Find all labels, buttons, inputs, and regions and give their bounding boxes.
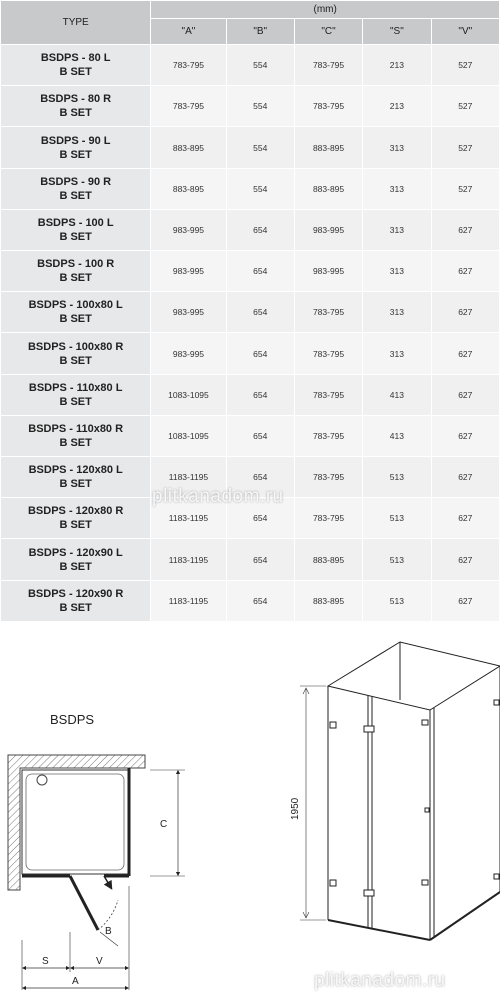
value-cell-s: 313 [363,292,431,333]
table-row [1,539,500,580]
value-cell-a: 983-995 [151,209,226,250]
dim-s-label: S [42,956,49,967]
column-header-a: "A" [151,19,226,45]
value-cell-b: 654 [226,539,294,580]
value-cell-s: 513 [363,580,431,621]
table-row [1,127,500,168]
type-cell [1,457,151,498]
value-cell-a: 983-995 [151,292,226,333]
type-name: BSDPS - 120x90 R [27,587,124,600]
type-cell [1,86,151,127]
door-panel [70,876,98,930]
value-cell-s: 213 [363,86,431,127]
type-header: TYPE [1,1,151,45]
type-name: BSDPS - 120x80 R [27,505,124,518]
value-cell-v: 527 [431,86,499,127]
isometric-drawing [270,630,500,950]
column-header-b: "B" [226,19,294,45]
value-cell-b: 554 [226,45,294,86]
value-cell-s: 413 [363,415,431,456]
value-cell-s: 513 [363,539,431,580]
type-set: B SET [59,436,92,449]
value-cell-a: 1083-1095 [151,415,226,456]
unit-header: (mm) [151,1,500,19]
type-set: B SET [59,272,92,285]
column-header-v: "V" [431,19,499,45]
value-cell-a: 983-995 [151,251,226,292]
value-cell-c: 783-795 [294,45,362,86]
table-body [1,45,500,622]
value-cell-c: 983-995 [294,251,362,292]
value-cell-c: 783-795 [294,457,362,498]
type-name: BSDPS - 110x80 L [28,381,123,394]
value-cell-a: 1083-1095 [151,374,226,415]
dim-b-label: B [105,926,112,937]
value-cell-c: 783-795 [294,292,362,333]
value-cell-c: 783-795 [294,374,362,415]
table-row [1,45,500,86]
type-name: BSDPS - 100 L [37,216,114,229]
type-name: BSDPS - 90 L [40,134,111,147]
type-cell [1,292,151,333]
value-cell-b: 554 [226,86,294,127]
plan-view-drawing [0,700,200,998]
table-row [1,86,500,127]
type-set: B SET [59,354,92,367]
table-row [1,292,500,333]
type-name: BSDPS - 80 L [40,52,111,65]
table-row [1,374,500,415]
value-cell-b: 654 [226,580,294,621]
value-cell-v: 527 [431,45,499,86]
value-cell-a: 783-795 [151,45,226,86]
type-name: BSDPS - 110x80 R [28,422,124,435]
table-row [1,580,500,621]
value-cell-s: 313 [363,127,431,168]
value-cell-c: 883-895 [294,539,362,580]
type-name: BSDPS - 120x80 L [28,464,123,477]
value-cell-v: 627 [431,539,499,580]
type-set: B SET [59,560,92,573]
type-set: B SET [59,601,92,614]
value-cell-s: 313 [363,209,431,250]
value-cell-c: 983-995 [294,209,362,250]
type-cell [1,209,151,250]
value-cell-a: 1183-1195 [151,498,226,539]
value-cell-c: 883-895 [294,168,362,209]
value-cell-v: 627 [431,251,499,292]
type-cell [1,374,151,415]
type-cell [1,580,151,621]
value-cell-a: 983-995 [151,333,226,374]
value-cell-c: 883-895 [294,127,362,168]
height-dimension-label: 1950 [290,797,301,820]
type-name: BSDPS - 90 R [40,175,112,188]
value-cell-b: 554 [226,168,294,209]
value-cell-v: 627 [431,333,499,374]
value-cell-v: 627 [431,292,499,333]
value-cell-a: 883-895 [151,127,226,168]
value-cell-s: 313 [363,333,431,374]
column-header-s: "S" [363,19,431,45]
table-row [1,415,500,456]
shower-tray [22,770,128,874]
type-name: BSDPS - 100x80 L [28,299,123,312]
value-cell-b: 654 [226,292,294,333]
type-cell [1,168,151,209]
type-name: BSDPS - 100 R [37,258,115,271]
value-cell-b: 654 [226,374,294,415]
dim-v-label: V [96,956,103,967]
type-set: B SET [59,230,92,243]
watermark: plitkanadom.ru [152,486,284,507]
value-cell-v: 627 [431,580,499,621]
type-set: B SET [59,148,92,161]
type-set: B SET [59,66,92,79]
value-cell-b: 654 [226,498,294,539]
type-cell [1,251,151,292]
value-cell-s: 213 [363,45,431,86]
value-cell-c: 783-795 [294,498,362,539]
table-row [1,333,500,374]
value-cell-v: 627 [431,415,499,456]
watermark-bottom: plitkanadom.ru [314,970,446,991]
type-name: BSDPS - 120x90 L [28,546,123,559]
type-set: B SET [59,107,92,120]
column-header-c: "C" [294,19,362,45]
table-row [1,168,500,209]
plan-model-label: BSDPS [50,712,95,727]
value-cell-c: 783-795 [294,333,362,374]
value-cell-c: 883-895 [294,580,362,621]
type-cell [1,415,151,456]
type-cell [1,45,151,86]
value-cell-v: 627 [431,498,499,539]
value-cell-b: 654 [226,415,294,456]
value-cell-c: 783-795 [294,86,362,127]
type-name: BSDPS - 100x80 R [27,340,124,353]
value-cell-v: 627 [431,457,499,498]
value-cell-s: 513 [363,457,431,498]
value-cell-v: 527 [431,168,499,209]
type-set: B SET [59,519,92,532]
type-cell [1,498,151,539]
type-set: B SET [59,189,92,202]
value-cell-a: 1183-1195 [151,580,226,621]
value-cell-s: 313 [363,168,431,209]
value-cell-a: 783-795 [151,86,226,127]
value-cell-b: 654 [226,457,294,498]
type-name: BSDPS - 80 R [40,93,112,106]
value-cell-b: 654 [226,333,294,374]
top-frame [328,642,500,710]
dim-c-label: C [160,819,168,830]
dim-a-label: A [72,976,79,987]
table-row [1,209,500,250]
value-cell-v: 627 [431,374,499,415]
value-cell-a: 1183-1195 [151,457,226,498]
table-row [1,251,500,292]
value-cell-c: 783-795 [294,415,362,456]
type-set: B SET [59,395,92,408]
type-cell [1,539,151,580]
value-cell-s: 513 [363,498,431,539]
value-cell-v: 627 [431,209,499,250]
type-set: B SET [59,313,92,326]
value-cell-a: 1183-1195 [151,539,226,580]
value-cell-a: 883-895 [151,168,226,209]
value-cell-b: 654 [226,209,294,250]
value-cell-s: 313 [363,251,431,292]
value-cell-b: 554 [226,127,294,168]
type-cell [1,333,151,374]
hinge-icon [330,722,336,728]
type-cell [1,127,151,168]
type-set: B SET [59,478,92,491]
value-cell-s: 413 [363,374,431,415]
value-cell-b: 654 [226,251,294,292]
handle-icon [425,808,429,812]
value-cell-v: 527 [431,127,499,168]
